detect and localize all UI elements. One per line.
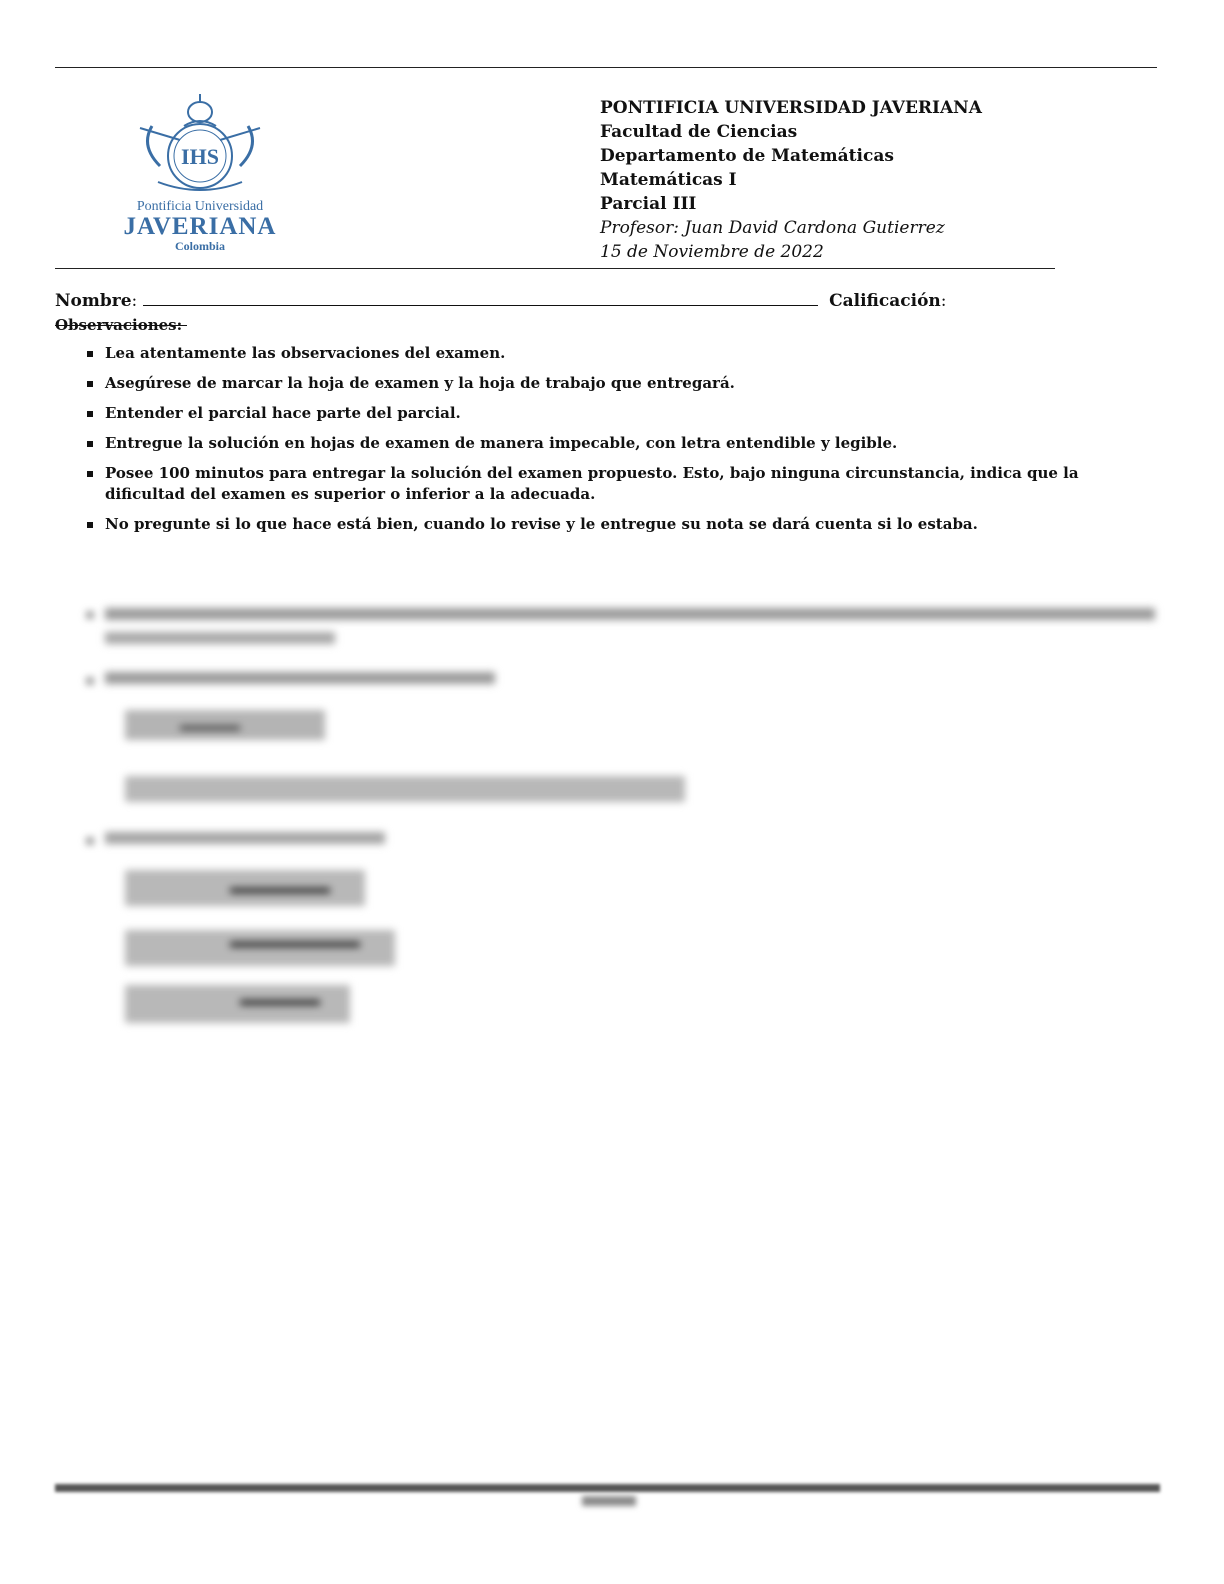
- student-fields: [55, 291, 1065, 331]
- grade-colon: :: [940, 291, 947, 311]
- footer-bar: [55, 1484, 1160, 1492]
- name-field[interactable]: [143, 291, 818, 306]
- blurred-formula: [125, 710, 325, 740]
- svg-text:JAVERIANA: JAVERIANA: [123, 213, 277, 240]
- name-colon: :: [131, 291, 143, 311]
- blurred-formula: [125, 930, 395, 966]
- exam-date: 15 de Noviembre de 2022: [600, 242, 824, 262]
- observation-item: No pregunte si lo que hace está bien, cuando lo revise y le entregue su nota se dará cuenta si lo estaba.: [80, 514, 1160, 535]
- svg-text:Pontificia Universidad: Pontificia Universidad: [136, 199, 264, 214]
- department-name: Departamento de Matemáticas: [600, 146, 894, 166]
- blurred-questions: [80, 600, 1170, 1040]
- blurred-formula-bar: [180, 726, 240, 730]
- blurred-bullet: [87, 838, 93, 844]
- grade-label: Calificación: [829, 291, 941, 311]
- course-name: Matemáticas I: [600, 170, 737, 190]
- university-logo: [100, 86, 300, 262]
- observation-item: Asegúrese de marcar la hoja de examen y la hoja de trabajo que entregará.: [80, 373, 1160, 394]
- blurred-formula-bar: [230, 888, 330, 893]
- header-block: [600, 96, 982, 264]
- blurred-formula: [125, 776, 685, 802]
- faculty-name: Facultad de Ciencias: [600, 122, 798, 142]
- top-rule: [55, 67, 1157, 68]
- observations-list: [80, 343, 1160, 544]
- blurred-line: [105, 608, 1155, 620]
- observation-item: Posee 100 minutos para entregar la solución del examen propuesto. Esto, bajo ninguna circunstancia, indica que la dificultad del examen es superior o inferior a la adecuada.: [80, 463, 1160, 505]
- observation-item: Entregue la solución en hojas de examen de manera impecable, con letra entendible y legible.: [80, 433, 1160, 454]
- exam-name: Parcial III: [600, 194, 697, 214]
- svg-text:Colombia: Colombia: [174, 239, 226, 253]
- blurred-formula-bar: [240, 1000, 320, 1005]
- svg-text:IHS: IHS: [181, 144, 219, 169]
- name-label: Nombre: [55, 291, 132, 311]
- page-number-blurred: [582, 1496, 636, 1506]
- blurred-formula-bar: [230, 942, 360, 947]
- institution-name: PONTIFICIA UNIVERSIDAD JAVERIANA: [600, 98, 982, 118]
- blurred-line: [105, 832, 385, 844]
- blurred-line: [105, 632, 335, 644]
- blurred-bullet: [87, 678, 93, 684]
- observation-item: Entender el parcial hace parte del parcial.: [80, 403, 1160, 424]
- header-bottom-rule: [55, 268, 1055, 269]
- observations-title: Observaciones:: [55, 316, 183, 334]
- professor-name: Profesor: Juan David Cardona Gutierrez: [600, 218, 945, 238]
- blurred-bullet: [87, 612, 93, 618]
- blurred-line: [105, 672, 495, 684]
- observation-item: Lea atentamente las observaciones del examen.: [80, 343, 1160, 364]
